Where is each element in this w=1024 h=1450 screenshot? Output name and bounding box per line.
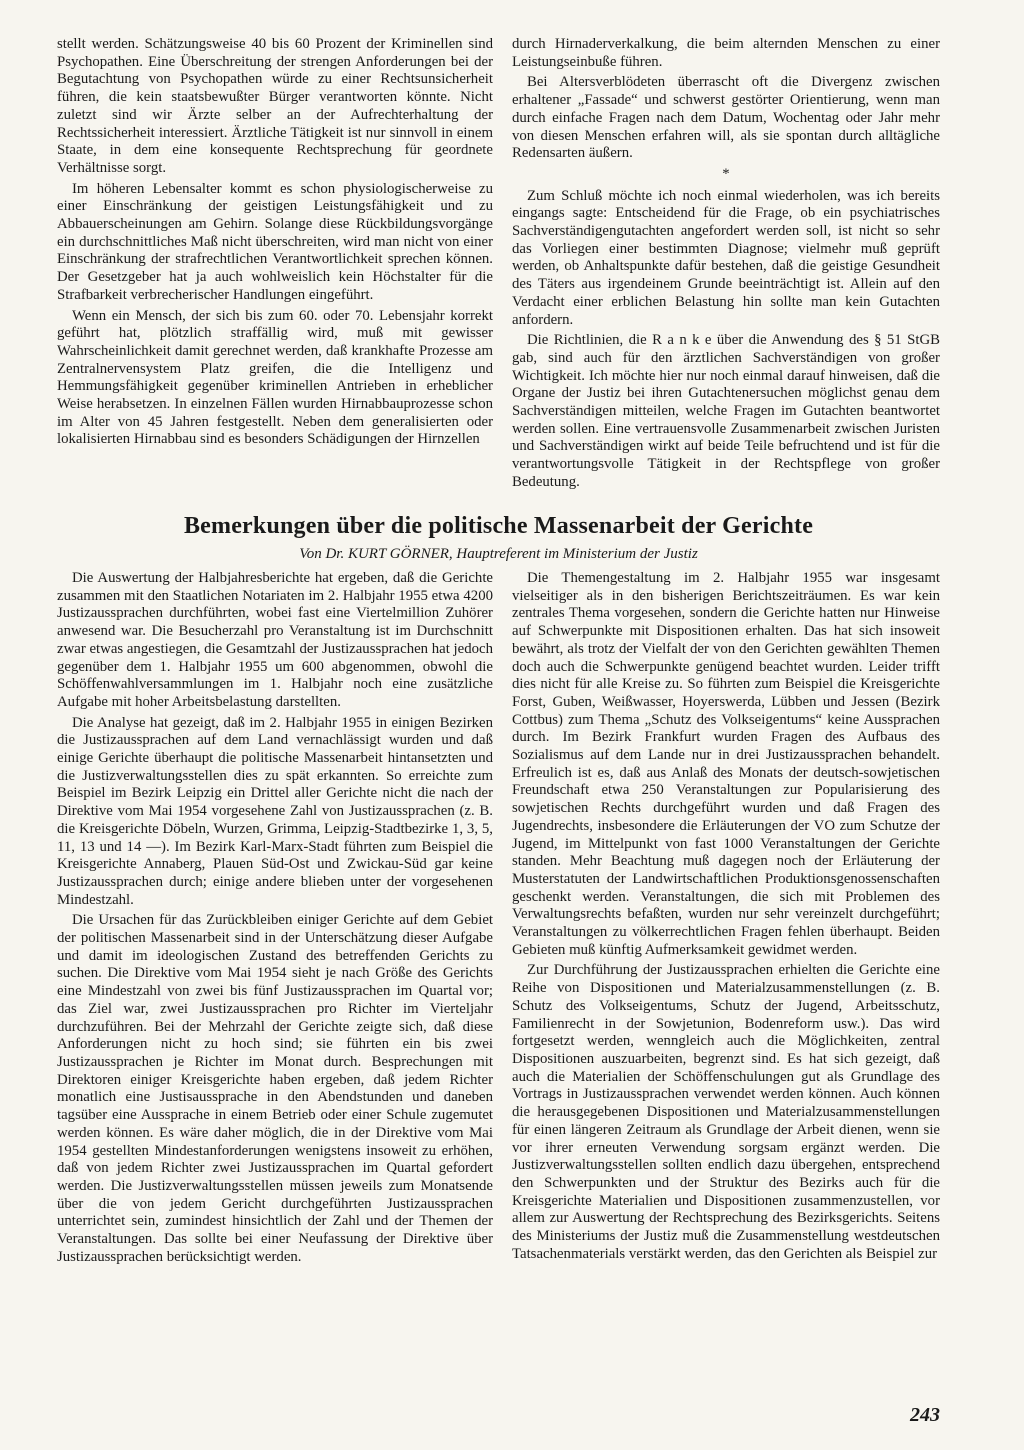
paragraph: Zum Schluß möchte ich noch einmal wiederholen, was ich bereits eingangs sagte: Entscheidend für die Frage, ob ein psychiatrisches Sachverständigengutachten angefordert werden soll, ist nicht so sehr das Vorliegen einer bestimmten Diagnose; vielmehr muß geprüft werden, ob Anhaltspunkte dafür bestehen, daß die geistige Gesundheit des Täters aus irgendeinem Grunde beeinträchtigt ist. Allein auf den Verdacht einer erblichen Belastung hin sollte man kein Gutachten anfordern. bbox=[512, 187, 940, 328]
paragraph: Die Ursachen für das Zurückbleiben einiger Gerichte auf dem Gebiet der politischen Massenarbeit sind in der Unterschätzung dieser Aufgabe und damit im ideologischen Zustand des betreffenden Gerichts zu suchen. Die Direktive vom Mai 1954 sieht je nach Größe des Gerichts eine Mindestzahl von zwei bis fünf Justizaussprachen im Quartal vor; das Ziel war, zwei Justizaussprachen pro Richter im Vierteljahr durchzuführen. Bei der Mehrzahl der Gerichte zeigte sich, daß diese Anforderungen nicht zu hoch sind; sie führten ein bis zwei Justizaussprachen je Richter im Monat durch. Besprechungen mit Direktoren einiger Kreisgerichte haben ergeben, daß jedem Richter monatlich eine Justisaussprache in den Abendstunden und daneben tagsüber eine Aussprache in einem Betrieb oder einer Schule zugemutet werden können. Es wäre daher möglich, die in der Direktive vom Mai 1954 gestellten Mindestanforderungen wenigstens insoweit zu erhöhen, daß von jedem Richter zwei Justizaussprachen im Quartal gefordert werden. Die Justizverwaltungsstellen müssen jeweils zum Monatsende über die von jedem Gericht durchgeführten Justizaussprachen unterrichtet sein, zumindest hinsichtlich der Zahl und der Themen der Veranstaltungen. Das sollte bei einer Neufassung der Direktive über Justizaussprachen berücksichtigt werden. bbox=[57, 912, 493, 1265]
paragraph: Bei Altersverblödeten überrascht oft die Divergenz zwischen erhaltener „Fassade“ und schwerst gestörter Orientierung, wenn man durch einfache Fragen nach dem Datum, Wochentag oder Jahr mehr von diesen Menschen erfahren will, als sie spontan durch alltägliche Redensarten äußern. bbox=[512, 74, 940, 162]
paragraph: Die Analyse hat gezeigt, daß im 2. Halbjahr 1955 in einigen Bezirken die Justizaussprachen auf dem Land vernachlässigt wurden und daß einige Gerichte überhaupt die politische Massenarbeit hintansetzten und die Justizverwaltungsstellen dies zu spät erkannten. So erreichte zum Beispiel im Bezirk Leipzig ein Drittel aller Gerichte nicht die nach der Direktive vom Mai 1954 vorgesehene Zahl von Justizaussprachen (z. B. die Kreisgerichte Döbeln, Wurzen, Grimma, Leipzig-Stadtbezirke 1, 3, 5, 11, 13 und 14 —). Im Bezirk Karl-Marx-Stadt führten zum Beispiel die Kreisgerichte Annaberg, Plauen Süd-Ost und Zwickau-Süd gar keine Justizaussprachen durch; einige andere blieben unter der vorgesehenen Mindestzahl. bbox=[57, 714, 493, 908]
top-article-right-column bbox=[512, 36, 940, 495]
article-byline: Von Dr. KURT GÖRNER, Hauptreferent im Ministerium der Justiz bbox=[299, 546, 698, 562]
main-article-left-column bbox=[57, 570, 493, 1269]
paragraph: stellt werden. Schätzungsweise 40 bis 60 Prozent der Kriminellen sind Psychopathen. Eine Überschreitung der strengen Anforderungen bei der Begutachtung von Psychopathen würde zu einer Rechtsunsicherheit führen, die kein staatsbewußter Bürger verantworten könnte. Nicht zuletzt sind wir Ärzte selber an der Aufrechterhaltung der Rechtssicherheit interessiert. Ärztliche Tätigkeit ist nur sinnvoll in einem Staate, in dem eine konsequente Rechtsprechung für geordnete Verhältnisse sorgt. bbox=[57, 36, 493, 176]
page-number: 243 bbox=[910, 1404, 940, 1426]
paragraph: Die Themengestaltung im 2. Halbjahr 1955 war insgesamt vielseitiger als in den bisherigen Berichtszeiträumen. Es war kein zentrales Thema vorgesehen, sondern die Gerichte hatten nur Hinweise auf Schwerpunkte mit Dispositionen erhalten. Das hat sich insoweit bewährt, als trotz der Vielfalt der von den Gerichten gewählten Themen doch auch die Schwerpunkte genügend beachtet wurden. Leider trifft dies nicht für alle Kreise zu. So führten zum Beispiel die Kreisgerichte Forst, Guben, Weißwasser, Hoyerswerda, Lübben und Jessen (Bezirk Cottbus) zum Thema „Schutz des Volkseigentums“ keine Aussprachen durch. Im Bezirk Frankfurt wurden Fragen des Aufbaus des Sozialismus auf dem Lande nur in drei Justizaussprachen behandelt. Erfreulich ist es, daß aus Anlaß des Monats der deutsch-sowjetischen Freundschaft etwa 250 Veranstaltungen zur Popularisierung des sowjetischen Rechts durchgeführt wurden und daß Fragen des Jugendrechts, insbesondere die Erläuterungen der VO zum Schutze der Jugend, im Mittelpunkt von fast 1000 Veranstaltungen der Gerichte standen. Mehr Beachtung muß dagegen noch der Erläuterung der Musterstatuten der Landwirtschaftlichen Produktionsgenossenschaften geschenkt werden. Veranstaltungen, die sich mit Problemen des Verwaltungsrechts befaßten, wurden nur sehr vereinzelt durchgeführt; Veranstaltungen zu völkerrechtlichen Fragen fehlen überhaupt. Beiden Gebieten muß künftig Aufmerksamkeit gewidmet werden. bbox=[512, 570, 940, 958]
top-article-left-column bbox=[57, 36, 493, 452]
main-article-right-column bbox=[512, 570, 940, 1266]
paragraph: Im höheren Lebensalter kommt es schon physiologischerweise zu einer Einschränkung der geistigen Leistungsfähigkeit und zu Abbauerscheinungen am Gehirn. Solange diese Rückbildungsvorgänge ein durchschnittliches Maß nicht überschreiten, wird man nicht von einer Einschränkung der strafrechtlichen Verantwortlichkeit sprechen können. Der Gesetzgeber hat ja auch wohlweislich kein Höchstalter für die Strafbarkeit verbrecherischer Handlungen eingeführt. bbox=[57, 180, 493, 303]
paragraph: Die Auswertung der Halbjahresberichte hat ergeben, daß die Gerichte zusammen mit den Staatlichen Notariaten im 2. Halbjahr 1955 etwa 4200 Justizaussprachen durchführten, wobei fast eine Viertelmillion Zuhörer anwesend war. Die Besucherzahl pro Veranstaltung ist im Durchschnitt zwar etwas angestiegen, die Gesamtzahl der Justizaussprachen hat jedoch gegenüber dem 1. Halbjahr 1955 um 600 abgenommen, obwohl die Schöffenwahlversammlungen im 1. Halbjahr noch eine zusätzliche Aufgabe mit hoher Arbeitsbelastung darstellten. bbox=[57, 570, 493, 710]
section-separator: * bbox=[722, 165, 730, 182]
paragraph: Zur Durchführung der Justizaussprachen erhielten die Gerichte eine Reihe von Dispositionen und Materialzusammenstellungen (z. B. Schutz des Volkseigentums, Schutz der Jugend, Arbeitsschutz, Familienrecht in der Sowjetunion, Bodenreform usw.). Das wird fortgesetzt werden, wenngleich auch die Möglichkeiten, zentral Dispositionen auszuarbeiten, begrenzt sind. Es hat sich gezeigt, daß auch die Materialien der Schöffenschulungen gut als Grundlage des Vortrags in Justizaussprachen verwendet werden können. Auch können die herausgegebenen Dispositionen und Materialzusammenstellungen für einen längeren Zeitraum als Grundlage der Arbeit dienen, wenn sie vor ihrer erneuten Verwendung sorgsam ergänzt werden. Die Justizverwaltungsstellen sollten endlich dazu übergehen, entsprechend den Schwerpunkten und der Struktur des Bezirks auch für die Kreisgerichte Materialien und Dispositionen zusammenzustellen, vor allem zur Auswertung der Rechtsprechung des Bezirksgerichts. Seitens des Ministeriums der Justiz muß die Zusammenstellung westdeutschen Tatsachenmaterials verstärkt werden, das den Gerichten als Beispiel zur bbox=[512, 962, 940, 1262]
paragraph: Wenn ein Mensch, der sich bis zum 60. oder 70. Lebensjahr korrekt geführt hat, plötzlich straffällig wird, muß mit gewisser Wahrscheinlichkeit damit gerechnet werden, daß krankhafte Prozesse am Zentralnervensystem Platz greifen, die die Intelligenz und Hemmungsfähigkeit gegenüber kriminellen Antrieben in erheblicher Weise herabsetzen. In einzelnen Fällen wurden Hirnabbauprozesse schon im Alter von 45 Jahren festgestellt. Neben dem generalisierten oder lokalisierten Hirnabbau sind es besonders Schädigungen der Hirnzellen bbox=[57, 307, 493, 448]
paragraph: Die Richtlinien, die R a n k e über die Anwendung des § 51 StGB gab, sind auch für den ärztlichen Sachverständigen von großer Wichtigkeit. Ich möchte hier nur noch einmal darauf hinweisen, daß die Organe der Justiz bei ihren Gutachtenersuchen möglichst genau dem Sachverständigen mitteilen, welche Fragen im Gutachten beantwortet werden sollen. Eine vertrauensvolle Zusammenarbeit zwischen Juristen und Sachverständigen wirkt auf beide Teile befruchtend und ist für die verantwortungsvolle Tätigkeit in der Rechtspflege von großer Bedeutung. bbox=[512, 332, 940, 490]
paragraph: durch Hirnaderverkalkung, die beim alternden Menschen zu einer Leistungseinbuße führen. bbox=[512, 36, 940, 70]
article-headline: Bemerkungen über die politische Massenarbeit der Gerichte bbox=[183, 513, 814, 539]
